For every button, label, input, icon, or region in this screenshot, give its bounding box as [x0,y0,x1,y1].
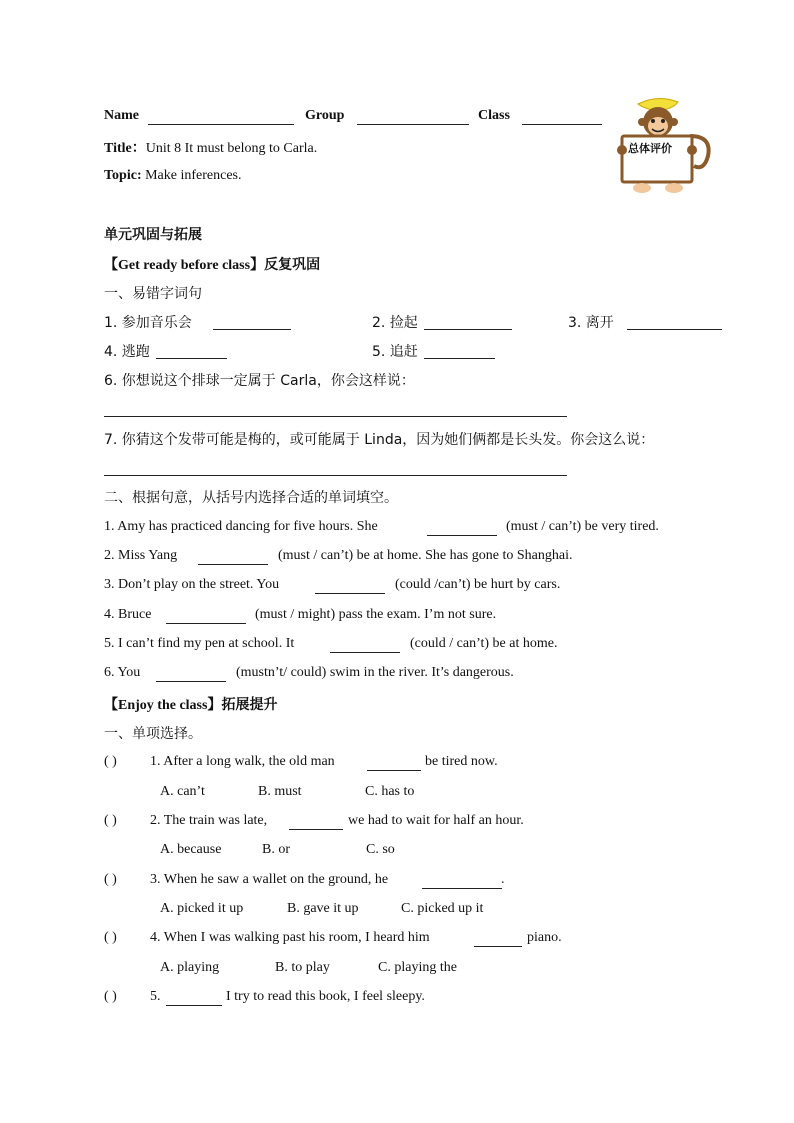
question-1-blank [367,770,421,771]
title-label: Title： [104,141,146,156]
topic-label: Topic: [104,168,142,183]
fill-item-2-text: 2. Miss Yang [104,548,178,563]
title-value: Unit 8 It must belong to Carla. [145,141,318,156]
section2-heading: 【Enjoy the class】拓展提升 [104,698,278,713]
question-3-option-c[interactable]: C. picked up it [401,901,484,916]
fill-item-1-text: 1. Amy has practiced dancing for five hours. She [104,519,378,534]
question-4-option-b[interactable]: B. to play [275,960,330,975]
question-3-stem-end: . [501,872,505,887]
question-2-blank [289,829,343,830]
question-3-option-b[interactable]: B. gave it up [287,901,359,916]
answer-line-7[interactable] [104,475,567,476]
fill-item-4-text: 4. Bruce [104,607,152,622]
topic-line [104,168,242,184]
vocab-item-6: 6. 你想说这个排球一定属于 Carla，你会这样说： [104,373,415,389]
section2-part1-title: 一、单项选择。 [104,726,202,742]
fill-item-2-blank[interactable] [198,564,268,565]
fill-item-6-blank[interactable] [156,681,226,682]
fill-item-5-text: 5. I can’t find my pen at school. It [104,636,295,651]
question-4-stem-end: piano. [527,930,562,945]
fill-item-4-blank[interactable] [166,623,246,624]
vocab-item-7: 7. 你猜这个发带可能是梅的，或可能属于 Linda，因为她们俩都是长头发。你会这么说： [104,432,655,448]
question-1-stem: 1. After a long walk, the old man [150,754,335,769]
question-1-option-b[interactable]: B. must [258,784,302,799]
question-1-option-c[interactable]: C. has to [365,784,415,799]
name-label: Name [104,108,139,123]
vocab-blank-3[interactable] [627,329,722,330]
group-label: Group [305,108,345,123]
class-label: Class [478,108,510,123]
answer-line-6[interactable] [104,416,567,417]
question-4-paren[interactable]: ( ) [104,930,117,945]
question-4-option-c[interactable]: C. playing the [378,960,457,975]
name-field[interactable] [148,124,294,125]
topic-value: Make inferences. [145,168,242,183]
vocab-blank-5[interactable] [424,358,495,359]
vocab-item-4: 4. 逃跑 [104,344,150,360]
question-5-stem: 5. [150,989,161,1004]
vocab-item-3: 3. 离开 [568,315,614,331]
sign-text: 总体评价 [628,142,672,155]
question-3-paren[interactable]: ( ) [104,872,117,887]
section1-part1-title: 一、易错字词句 [104,286,202,302]
vocab-blank-4[interactable] [156,358,227,359]
vocab-item-2: 2. 捡起 [372,315,418,331]
question-3-stem: 3. When he saw a wallet on the ground, he [150,872,389,887]
fill-item-5-blank[interactable] [330,652,400,653]
question-5-stem-end: I try to read this book, I feel sleepy. [226,989,425,1004]
fill-item-1-options: (must / can’t) be very tired. [506,519,659,534]
question-1-stem-end: be tired now. [425,754,498,769]
question-2-option-a[interactable]: A. because [160,842,222,857]
fill-item-1-blank[interactable] [427,535,497,536]
section1-part2-title: 二、根据句意，从括号内选择合适的单词填空。 [104,490,398,506]
fill-item-3-options: (could /can’t) be hurt by cars. [395,577,561,592]
question-4-stem: 4. When I was walking past his room, I heard him [150,930,430,945]
question-2-option-b[interactable]: B. or [262,842,290,857]
question-4-option-a[interactable]: A. playing [160,960,220,975]
fill-item-6-options: (mustn’t/ could) swim in the river. It’s dangerous. [236,665,514,680]
fill-item-4-options: (must / might) pass the exam. I’m not sure. [255,607,497,622]
question-3-blank [422,888,502,889]
question-2-stem: 2. The train was late, [150,813,268,828]
vocab-blank-2[interactable] [424,329,512,330]
question-3-option-a[interactable]: A. picked it up [160,901,244,916]
fill-item-3-blank[interactable] [315,593,385,594]
question-2-stem-end: we had to wait for half an hour. [348,813,524,828]
fill-item-6-text: 6. You [104,665,141,680]
vocab-item-5: 5. 追赶 [372,344,418,360]
question-4-blank [474,946,522,947]
fill-item-5-options: (could / can’t) be at home. [410,636,558,651]
question-2-paren[interactable]: ( ) [104,813,117,828]
vocab-item-1: 1. 参加音乐会 [104,315,192,331]
group-field[interactable] [357,124,469,125]
question-2-option-c[interactable]: C. so [366,842,395,857]
class-field[interactable] [522,124,602,125]
unit-heading: 单元巩固与拓展 [104,227,202,243]
fill-item-3-text: 3. Don’t play on the street. You [104,577,280,592]
question-1-option-a[interactable]: A. can’t [160,784,205,799]
question-1-paren[interactable]: ( ) [104,754,117,769]
fill-item-2-options: (must / can’t) be at home. She has gone to Shanghai. [278,548,573,563]
title-line [104,137,317,157]
vocab-blank-1[interactable] [213,329,291,330]
question-5-paren[interactable]: ( ) [104,989,117,1004]
section1-heading: 【Get ready before class】反复巩固 [104,258,321,273]
question-5-blank [166,1005,222,1006]
